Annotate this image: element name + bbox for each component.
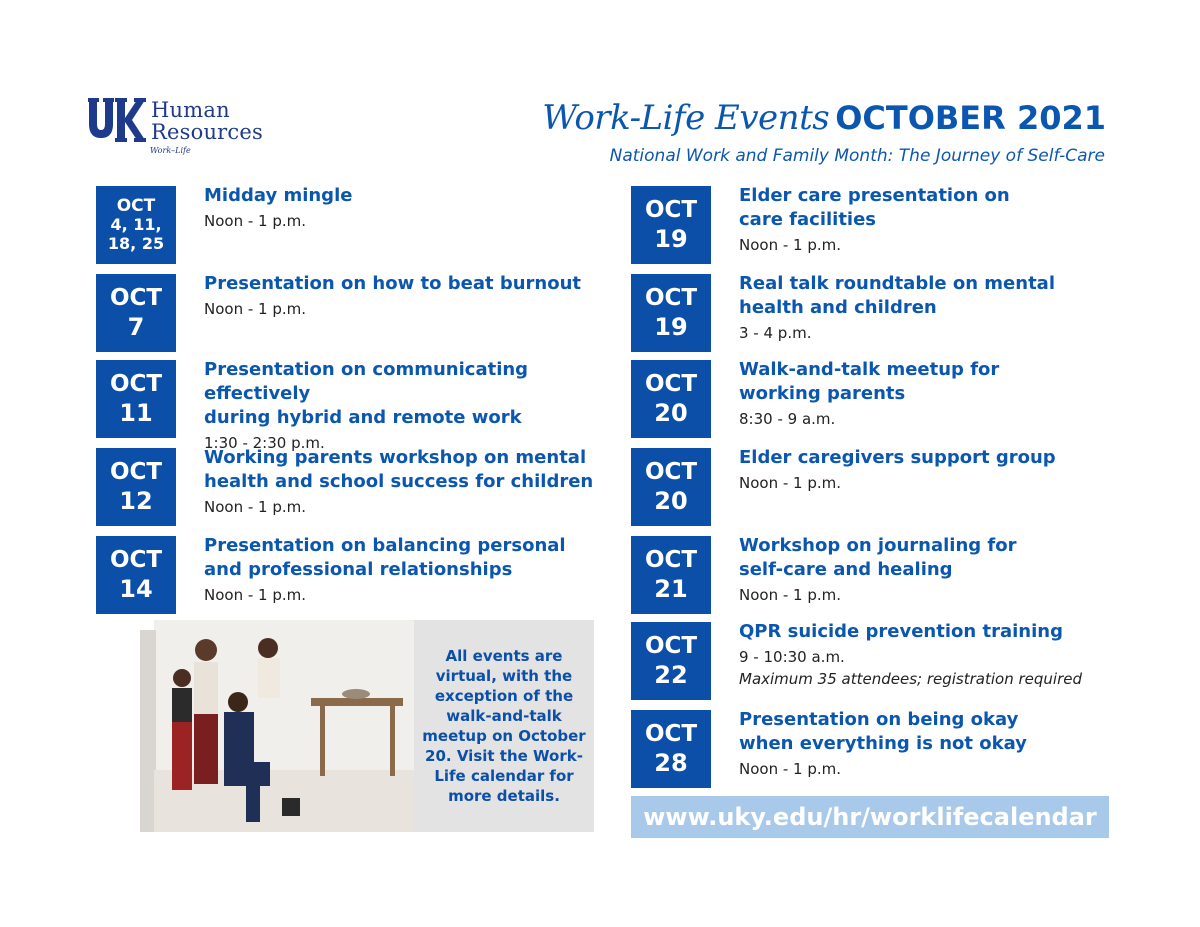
family-photo-illustration (96, 620, 414, 832)
date-badge (631, 622, 711, 700)
event-title: Elder caregivers support group (739, 447, 1056, 468)
title-month: OCTOBER 2021 (835, 99, 1106, 137)
event-info (739, 272, 1159, 344)
event-time: Noon - 1 p.m. (739, 236, 842, 254)
date-day: 19 (654, 313, 688, 341)
event-info (739, 446, 1159, 494)
date-day: 12 (119, 487, 153, 515)
event-title: Presentation on balancing personal and professional relationships (204, 535, 566, 580)
title-script: Work-Life Events (542, 98, 830, 138)
page-subtitle: National Work and Family Month: The Journey of Self-Care (609, 146, 1105, 166)
date-day: 14 (119, 575, 153, 603)
date-day: 11 (119, 399, 153, 427)
event-time: Noon - 1 p.m. (204, 498, 307, 516)
event-info (739, 534, 1159, 606)
date-month: OCT (644, 633, 698, 659)
event-title: Presentation on being okay when everything is not okay (739, 709, 1027, 754)
date-month: OCT (109, 547, 163, 573)
event-time: 8:30 - 9 a.m. (739, 410, 836, 428)
event-title: Workshop on journaling for self-care and healing (739, 535, 1017, 580)
event-info (739, 620, 1159, 690)
date-month: OCT (109, 285, 163, 311)
date-month: OCT (644, 371, 698, 397)
date-day: 4, 11, 18, 25 (107, 215, 165, 253)
logo-subtext: Work–Life (150, 146, 191, 155)
event-info (739, 708, 1159, 780)
date-month: OCT (644, 197, 698, 223)
hr-logo (88, 98, 288, 168)
date-month: OCT (116, 196, 156, 216)
date-day: 20 (654, 399, 688, 427)
event-title: Elder care presentation on care facilities (739, 185, 1010, 230)
date-badge (631, 360, 711, 438)
date-day: 28 (654, 749, 688, 777)
date-badge (96, 360, 176, 438)
event-time: Noon - 1 p.m. (739, 474, 842, 492)
event-info (204, 446, 624, 518)
date-badge (96, 186, 176, 264)
date-month: OCT (644, 721, 698, 747)
event-time: Noon - 1 p.m. (204, 586, 307, 604)
date-day: 22 (654, 661, 688, 689)
event-time: 9 - 10:30 a.m. (739, 648, 845, 666)
logo-text-human: Human (151, 98, 230, 122)
date-badge (631, 274, 711, 352)
logo-text-resources: Resources (151, 120, 263, 144)
date-day: 19 (654, 225, 688, 253)
date-badge (631, 710, 711, 788)
date-month: OCT (109, 459, 163, 485)
date-badge (96, 274, 176, 352)
date-month: OCT (109, 371, 163, 397)
family-photo (96, 620, 414, 832)
date-badge (631, 186, 711, 264)
event-title: Working parents workshop on mental health and school success for children (204, 447, 594, 492)
event-info (739, 358, 1159, 430)
event-info (204, 358, 624, 454)
notice-box (414, 620, 594, 832)
event-title: Presentation on communicating effectively during hybrid and remote work (204, 359, 529, 428)
event-info (204, 534, 624, 606)
event-time: Noon - 1 p.m. (204, 212, 307, 230)
date-day: 7 (127, 313, 145, 341)
event-title: Midday mingle (204, 185, 353, 206)
event-title: QPR suicide prevention training (739, 621, 1063, 642)
date-badge (96, 536, 176, 614)
event-info (204, 272, 624, 320)
event-info (739, 184, 1159, 256)
date-month: OCT (644, 547, 698, 573)
event-info (204, 184, 624, 232)
notice-text: All events are virtual, with the exception of the walk-and-talk meetup on October 20. Visit the Work-Life calendar for more details. (422, 647, 586, 805)
page-title (542, 98, 1106, 138)
uk-logo-icon (88, 98, 146, 142)
date-badge (96, 448, 176, 526)
event-title: Real talk roundtable on mental health and children (739, 273, 1055, 318)
date-badge (631, 448, 711, 526)
event-time: Noon - 1 p.m. (739, 586, 842, 604)
event-title: Walk-and-talk meetup for working parents (739, 359, 1000, 404)
date-month: OCT (644, 285, 698, 311)
date-month: OCT (644, 459, 698, 485)
calendar-url-link[interactable]: www.uky.edu/hr/worklifecalendar (631, 796, 1109, 838)
date-day: 21 (654, 575, 688, 603)
event-time: Noon - 1 p.m. (739, 760, 842, 778)
event-title: Presentation on how to beat burnout (204, 273, 582, 294)
event-note: Maximum 35 attendees; registration required (739, 670, 1082, 688)
date-day: 20 (654, 487, 688, 515)
date-badge (631, 536, 711, 614)
event-time: 1:30 - 2:30 p.m. (204, 434, 325, 452)
event-time: Noon - 1 p.m. (204, 300, 307, 318)
event-time: 3 - 4 p.m. (739, 324, 812, 342)
